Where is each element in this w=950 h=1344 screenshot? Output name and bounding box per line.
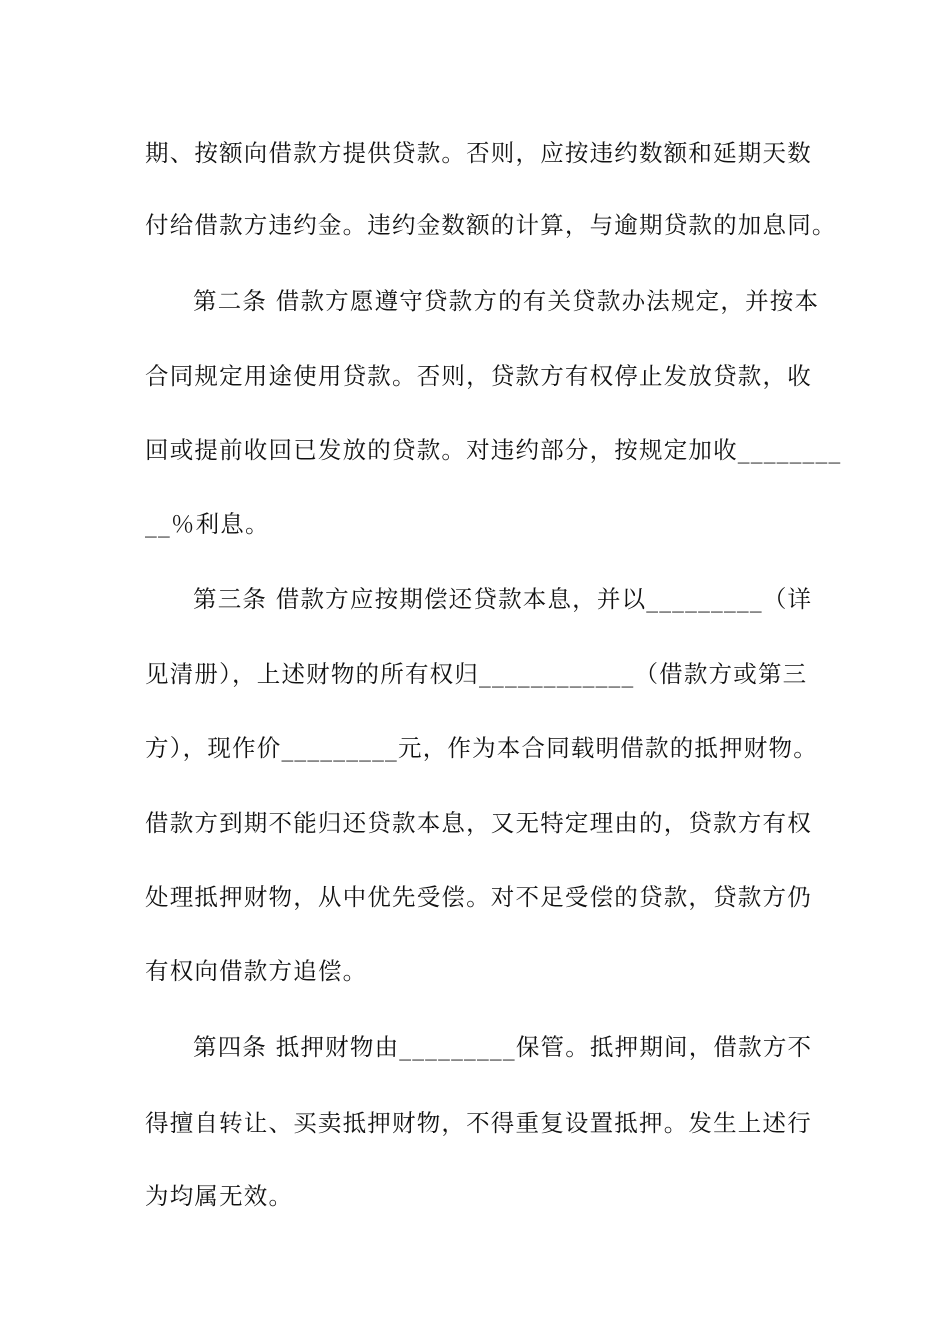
text-line: 为均属无效。 [145,1182,294,1210]
text-line: 处理抵押财物，从中优先受偿。对不足受偿的贷款，贷款方仍 [145,883,812,911]
text-line: 第二条 借款方愿遵守贷款方的有关贷款办法规定，并按本 [193,287,820,315]
text-line: 第四条 抵押财物由_________保管。抵押期间，借款方不 [193,1033,813,1061]
text-line: 期、按额向借款方提供贷款。否则，应按违约数额和延期天数 [145,139,812,167]
text-line: __％利息。 [145,510,270,538]
text-line: 方），现作价_________元，作为本合同载明借款的抵押财物。 [145,734,818,762]
text-line: 借款方到期不能归还贷款本息，又无特定理由的，贷款方有权 [145,809,812,837]
text-line: 合同规定用途使用贷款。否则，贷款方有权停止发放贷款，收 [145,362,812,390]
text-line: 得擅自转让、买卖抵押财物，不得重复设置抵押。发生上述行 [145,1109,812,1137]
text-line: 有权向借款方追偿。 [145,957,368,985]
text-line: 付给借款方违约金。违约金数额的计算，与逾期贷款的加息同。 [145,211,837,239]
text-line: 回或提前收回已发放的贷款。对违约部分，按规定加收________ [145,436,842,464]
text-line: 见清册），上述财物的所有权归____________（借款方或第三 [145,660,808,688]
text-line: 第三条 借款方应按期偿还贷款本息，并以_________（详 [193,585,813,613]
